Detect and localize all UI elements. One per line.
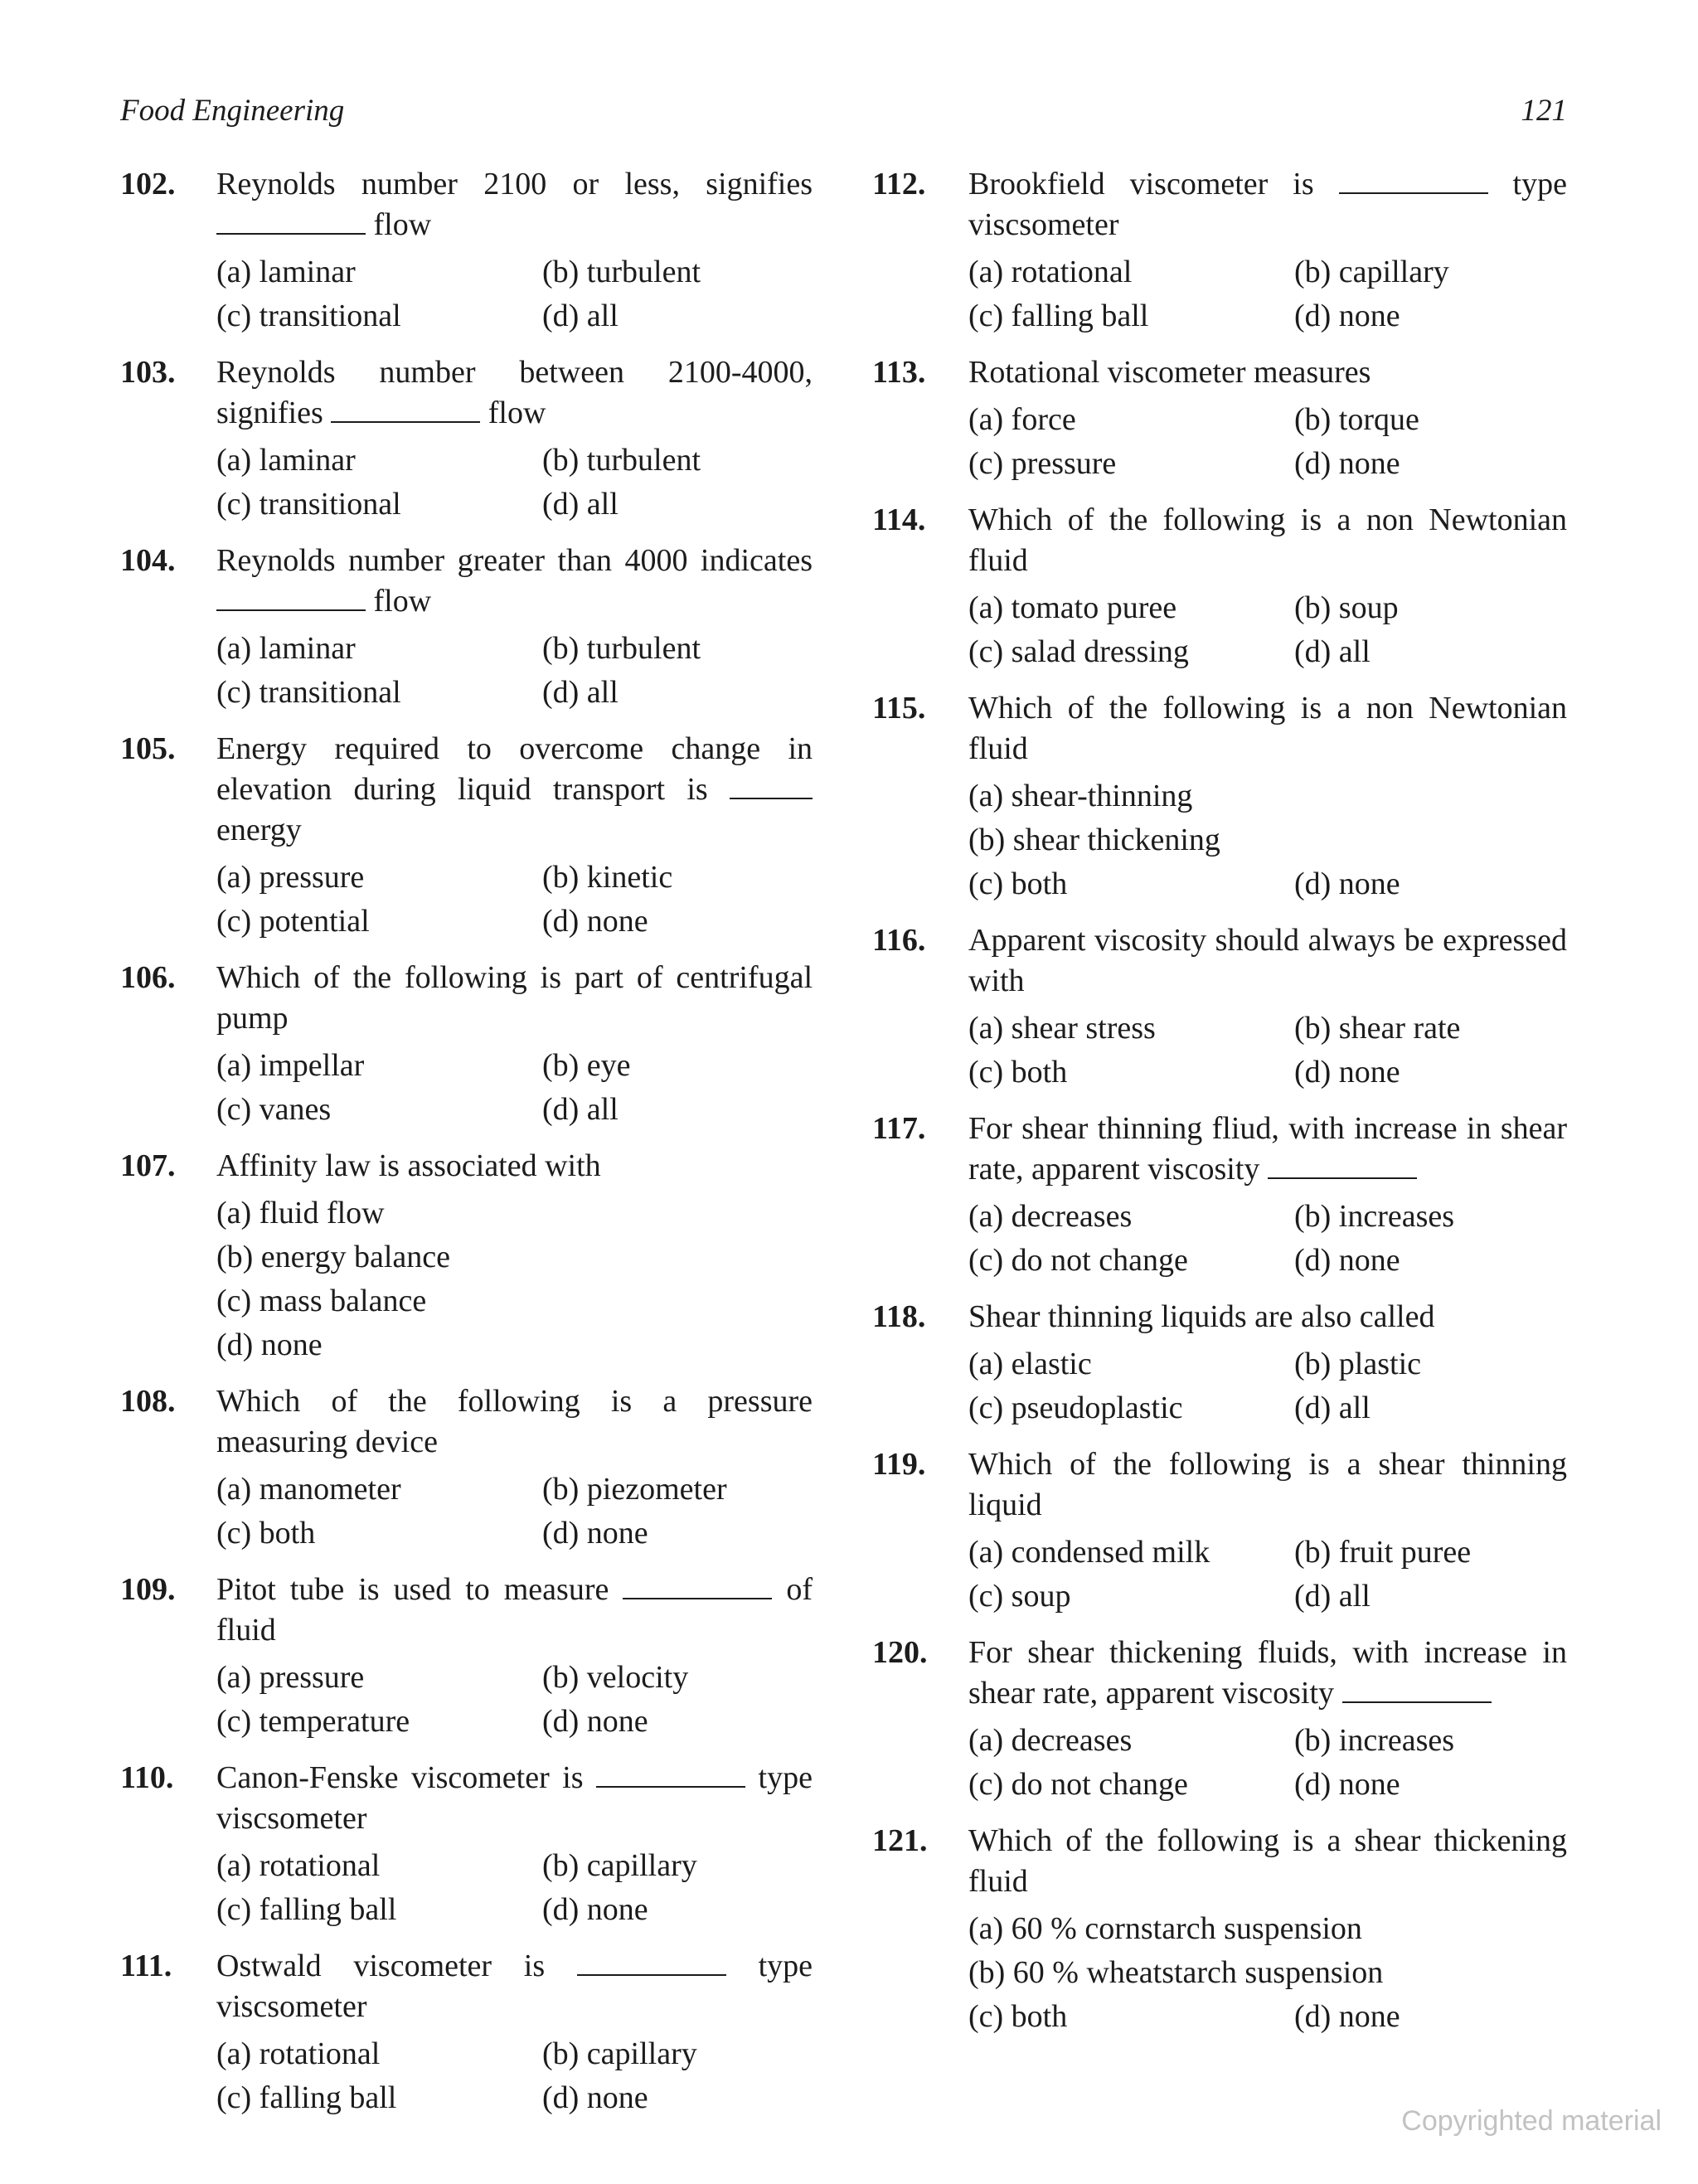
answer-option: (d) none bbox=[542, 1704, 648, 1739]
answer-option: (b) capillary bbox=[1294, 255, 1449, 289]
answer-options bbox=[216, 856, 813, 944]
answer-option: (b) plastic bbox=[1294, 1347, 1422, 1381]
answer-option: (d) none bbox=[1294, 1243, 1400, 1278]
answer-option: (d) all bbox=[542, 1092, 619, 1127]
answer-option: (c) falling ball bbox=[968, 298, 1149, 333]
right-question-column bbox=[872, 164, 1567, 2053]
answer-option: (b) fruit puree bbox=[1294, 1535, 1472, 1570]
question-number: 107. bbox=[120, 1148, 176, 1183]
question-number: 115. bbox=[872, 691, 926, 726]
answer-options bbox=[968, 1342, 1567, 1430]
question-121 bbox=[872, 1821, 1567, 2039]
answer-option: (c) temperature bbox=[216, 1704, 410, 1739]
question-number: 102. bbox=[120, 167, 176, 201]
answer-option: (a) 60 % cornstarch suspension bbox=[968, 1911, 1362, 1946]
question-stem: Which of the following is a pressure measuring device bbox=[216, 1384, 813, 1459]
answer-options bbox=[216, 1044, 813, 1132]
question-115 bbox=[872, 688, 1567, 906]
answer-option: (b) eye bbox=[542, 1048, 631, 1083]
answer-option: (d) all bbox=[542, 487, 619, 522]
answer-options bbox=[216, 1468, 813, 1555]
answer-option: (d) none bbox=[1294, 298, 1400, 333]
answer-option: (b) increases bbox=[1294, 1723, 1455, 1758]
question-stem: Apparent viscosity should always be expressed with bbox=[968, 923, 1567, 998]
answer-option: (b) shear rate bbox=[1294, 1011, 1461, 1046]
question-108 bbox=[120, 1381, 813, 1555]
question-102 bbox=[120, 164, 813, 338]
answer-option: (a) elastic bbox=[968, 1347, 1092, 1381]
question-stem: Rotational viscometer measures bbox=[968, 355, 1371, 390]
answer-option: (b) kinetic bbox=[542, 860, 673, 895]
answer-option: (c) transitional bbox=[216, 487, 401, 522]
question-118 bbox=[872, 1297, 1567, 1430]
question-stem-tail: of fluid bbox=[216, 1572, 813, 1648]
answer-blank bbox=[331, 396, 480, 423]
question-stem: Affinity law is associated with bbox=[216, 1148, 601, 1183]
answer-option: (c) falling ball bbox=[216, 2080, 397, 2115]
answer-option: (a) impellar bbox=[216, 1048, 365, 1083]
question-number: 104. bbox=[120, 543, 176, 578]
answer-option: (a) manometer bbox=[216, 1472, 401, 1507]
question-stem: Canon-Fenske viscometer is bbox=[216, 1760, 597, 1795]
answer-option: (a) rotational bbox=[216, 2036, 381, 2071]
answer-option: (b) piezometer bbox=[542, 1472, 727, 1507]
answer-blank bbox=[216, 585, 366, 611]
answer-option: (d) none bbox=[1294, 1999, 1400, 2034]
answer-option: (d) none bbox=[542, 1892, 648, 1927]
question-stem: Which of the following is a shear thinning liquid bbox=[968, 1447, 1567, 1522]
question-number: 103. bbox=[120, 355, 176, 390]
question-105 bbox=[120, 729, 813, 944]
question-number: 110. bbox=[120, 1760, 174, 1795]
question-text bbox=[968, 920, 1567, 1002]
answer-option: (d) none bbox=[542, 1516, 648, 1551]
answer-option: (a) pressure bbox=[216, 860, 365, 895]
question-stem: Which of the following is part of centrifugal pump bbox=[216, 960, 813, 1036]
answer-blank bbox=[596, 1761, 745, 1788]
question-text bbox=[968, 1109, 1567, 1190]
question-112 bbox=[872, 164, 1567, 338]
answer-option: (c) both bbox=[216, 1516, 316, 1551]
question-text bbox=[216, 1146, 813, 1187]
question-number: 111. bbox=[120, 1949, 172, 1983]
answer-option: (d) all bbox=[1294, 634, 1371, 669]
answer-option: (b) torque bbox=[1294, 402, 1419, 437]
answer-option: (a) fluid flow bbox=[216, 1196, 385, 1230]
answer-option: (c) falling ball bbox=[216, 1892, 397, 1927]
answer-option: (c) potential bbox=[216, 904, 370, 939]
answer-option: (d) none bbox=[1294, 866, 1400, 901]
answer-option: (b) increases bbox=[1294, 1199, 1455, 1234]
answer-option: (d) none bbox=[1294, 1055, 1400, 1090]
question-117 bbox=[872, 1109, 1567, 1283]
answer-options bbox=[216, 1844, 813, 1932]
question-number: 112. bbox=[872, 167, 926, 201]
question-stem: Which of the following is a non Newtonian fluid bbox=[968, 502, 1567, 578]
answer-options bbox=[216, 1191, 813, 1367]
answer-option: (b) turbulent bbox=[542, 255, 701, 289]
answer-blank bbox=[1342, 1677, 1492, 1703]
question-110 bbox=[120, 1758, 813, 1932]
answer-option: (b) velocity bbox=[542, 1660, 689, 1695]
question-text bbox=[968, 1633, 1567, 1714]
question-text bbox=[216, 1381, 813, 1463]
question-number: 117. bbox=[872, 1111, 926, 1146]
answer-option: (b) capillary bbox=[542, 1848, 697, 1883]
question-stem-tail: type viscsometer bbox=[216, 1949, 813, 2024]
answer-option: (d) none bbox=[216, 1327, 323, 1362]
answer-options bbox=[968, 1007, 1567, 1094]
question-text bbox=[216, 729, 813, 851]
question-stem-tail: type viscsometer bbox=[968, 167, 1567, 242]
answer-option: (a) decreases bbox=[968, 1723, 1133, 1758]
answer-options bbox=[968, 774, 1567, 906]
question-number: 118. bbox=[872, 1299, 926, 1334]
copyright-watermark: Copyrighted material bbox=[1401, 2105, 1662, 2137]
answer-option: (a) shear-thinning bbox=[968, 779, 1193, 813]
question-number: 114. bbox=[872, 502, 926, 537]
answer-option: (d) none bbox=[542, 904, 648, 939]
question-120 bbox=[872, 1633, 1567, 1807]
question-stem-tail: flow bbox=[366, 207, 432, 242]
answer-option: (a) force bbox=[968, 402, 1076, 437]
question-104 bbox=[120, 541, 813, 715]
question-number: 121. bbox=[872, 1823, 928, 1858]
question-106 bbox=[120, 958, 813, 1132]
question-number: 119. bbox=[872, 1447, 926, 1482]
answer-options bbox=[968, 586, 1567, 674]
answer-option: (c) vanes bbox=[216, 1092, 332, 1127]
answer-option: (c) transitional bbox=[216, 298, 401, 333]
answer-option: (b) energy balance bbox=[216, 1240, 451, 1274]
question-stem: For shear thickening fluids, with increase in shear rate, apparent viscosity bbox=[968, 1635, 1567, 1711]
answer-options bbox=[216, 1656, 813, 1744]
question-stem: Ostwald viscometer is bbox=[216, 1949, 577, 1983]
answer-option: (c) do not change bbox=[968, 1243, 1188, 1278]
question-stem: Shear thinning liquids are also called bbox=[968, 1299, 1435, 1334]
answer-blank bbox=[577, 1949, 726, 1976]
answer-options bbox=[968, 1907, 1567, 2039]
answer-options bbox=[968, 1719, 1567, 1807]
answer-option: (a) decreases bbox=[968, 1199, 1133, 1234]
question-text bbox=[216, 958, 813, 1039]
answer-option: (c) mass balance bbox=[216, 1284, 427, 1318]
question-text bbox=[968, 1821, 1567, 1902]
answer-option: (a) shear stress bbox=[968, 1011, 1156, 1046]
question-number: 108. bbox=[120, 1384, 176, 1419]
answer-options bbox=[968, 250, 1567, 338]
question-stem: Which of the following is a shear thickening fluid bbox=[968, 1823, 1567, 1899]
question-number: 113. bbox=[872, 355, 926, 390]
answer-option: (d) all bbox=[1294, 1390, 1371, 1425]
answer-options bbox=[968, 1531, 1567, 1619]
answer-option: (c) transitional bbox=[216, 675, 401, 710]
answer-option: (a) tomato puree bbox=[968, 590, 1177, 625]
answer-option: (a) laminar bbox=[216, 443, 356, 478]
answer-option: (c) salad dressing bbox=[968, 634, 1189, 669]
question-stem: Energy required to overcome change in elevation during liquid transport is bbox=[216, 731, 813, 807]
question-text bbox=[216, 352, 813, 434]
question-stem: Reynolds number greater than 4000 indicates bbox=[216, 543, 813, 578]
answer-option: (d) none bbox=[1294, 446, 1400, 481]
question-116 bbox=[872, 920, 1567, 1094]
left-question-column bbox=[120, 164, 813, 2134]
answer-option: (d) all bbox=[1294, 1579, 1371, 1614]
answer-option: (d) none bbox=[542, 2080, 648, 2115]
answer-option: (b) shear thickening bbox=[968, 823, 1220, 857]
answer-options bbox=[216, 2032, 813, 2120]
answer-option: (a) laminar bbox=[216, 631, 356, 666]
answer-option: (b) turbulent bbox=[542, 443, 701, 478]
answer-option: (d) all bbox=[542, 675, 619, 710]
running-header-title: Food Engineering bbox=[120, 94, 345, 128]
answer-options bbox=[216, 627, 813, 715]
answer-option: (b) 60 % wheatstarch suspension bbox=[968, 1955, 1384, 1990]
question-stem: For shear thinning fliud, with increase in shear rate, apparent viscosity bbox=[968, 1111, 1567, 1187]
answer-blank bbox=[623, 1573, 772, 1599]
question-text bbox=[216, 164, 813, 245]
answer-blank bbox=[1268, 1153, 1417, 1179]
question-text bbox=[216, 541, 813, 622]
question-stem: Which of the following is a non Newtonian fluid bbox=[968, 691, 1567, 766]
question-text bbox=[968, 688, 1567, 769]
question-111 bbox=[120, 1946, 813, 2120]
question-stem-tail: type viscsometer bbox=[216, 1760, 813, 1836]
question-119 bbox=[872, 1444, 1567, 1619]
answer-blank bbox=[1339, 167, 1488, 194]
question-stem-tail: flow bbox=[366, 584, 432, 619]
answer-options bbox=[968, 398, 1567, 486]
question-number: 120. bbox=[872, 1635, 928, 1670]
answer-option: (c) do not change bbox=[968, 1767, 1188, 1802]
question-stem: Reynolds number between 2100-4000, signifies bbox=[216, 355, 813, 430]
question-text bbox=[968, 500, 1567, 581]
answer-option: (d) none bbox=[1294, 1767, 1400, 1802]
answer-option: (b) capillary bbox=[542, 2036, 697, 2071]
question-number: 109. bbox=[120, 1572, 176, 1607]
question-text bbox=[968, 1444, 1567, 1526]
answer-option: (a) laminar bbox=[216, 255, 356, 289]
question-text bbox=[968, 164, 1567, 245]
answer-option: (c) both bbox=[968, 866, 1068, 901]
question-107 bbox=[120, 1146, 813, 1367]
answer-option: (a) pressure bbox=[216, 1660, 365, 1695]
answer-option: (a) rotational bbox=[968, 255, 1133, 289]
answer-options bbox=[968, 1195, 1567, 1283]
answer-option: (c) both bbox=[968, 1055, 1068, 1090]
answer-blank bbox=[730, 773, 813, 799]
answer-option: (c) soup bbox=[968, 1579, 1071, 1614]
page-number: 121 bbox=[1521, 94, 1567, 128]
answer-option: (c) both bbox=[968, 1999, 1068, 2034]
question-109 bbox=[120, 1570, 813, 1744]
question-stem-tail: flow bbox=[480, 396, 546, 430]
answer-option: (a) rotational bbox=[216, 1848, 381, 1883]
answer-blank bbox=[216, 208, 366, 235]
answer-option: (c) pressure bbox=[968, 446, 1117, 481]
question-text bbox=[216, 1758, 813, 1839]
question-113 bbox=[872, 352, 1567, 486]
question-stem: Pitot tube is used to measure bbox=[216, 1572, 623, 1607]
question-text bbox=[216, 1570, 813, 1651]
question-text bbox=[968, 352, 1567, 393]
question-number: 105. bbox=[120, 731, 176, 766]
question-number: 106. bbox=[120, 960, 176, 995]
question-stem: Brookfield viscometer is bbox=[968, 167, 1339, 201]
answer-option: (b) soup bbox=[1294, 590, 1399, 625]
question-114 bbox=[872, 500, 1567, 674]
answer-option: (d) all bbox=[542, 298, 619, 333]
answer-option: (c) pseudoplastic bbox=[968, 1390, 1183, 1425]
answer-options bbox=[216, 439, 813, 527]
question-text bbox=[216, 1946, 813, 2027]
answer-option: (a) condensed milk bbox=[968, 1535, 1210, 1570]
question-stem: Reynolds number 2100 or less, signifies bbox=[216, 167, 813, 201]
question-number: 116. bbox=[872, 923, 926, 958]
question-text bbox=[968, 1297, 1567, 1337]
answer-option: (b) turbulent bbox=[542, 631, 701, 666]
answer-options bbox=[216, 250, 813, 338]
question-stem-tail: energy bbox=[216, 813, 302, 847]
question-103 bbox=[120, 352, 813, 527]
